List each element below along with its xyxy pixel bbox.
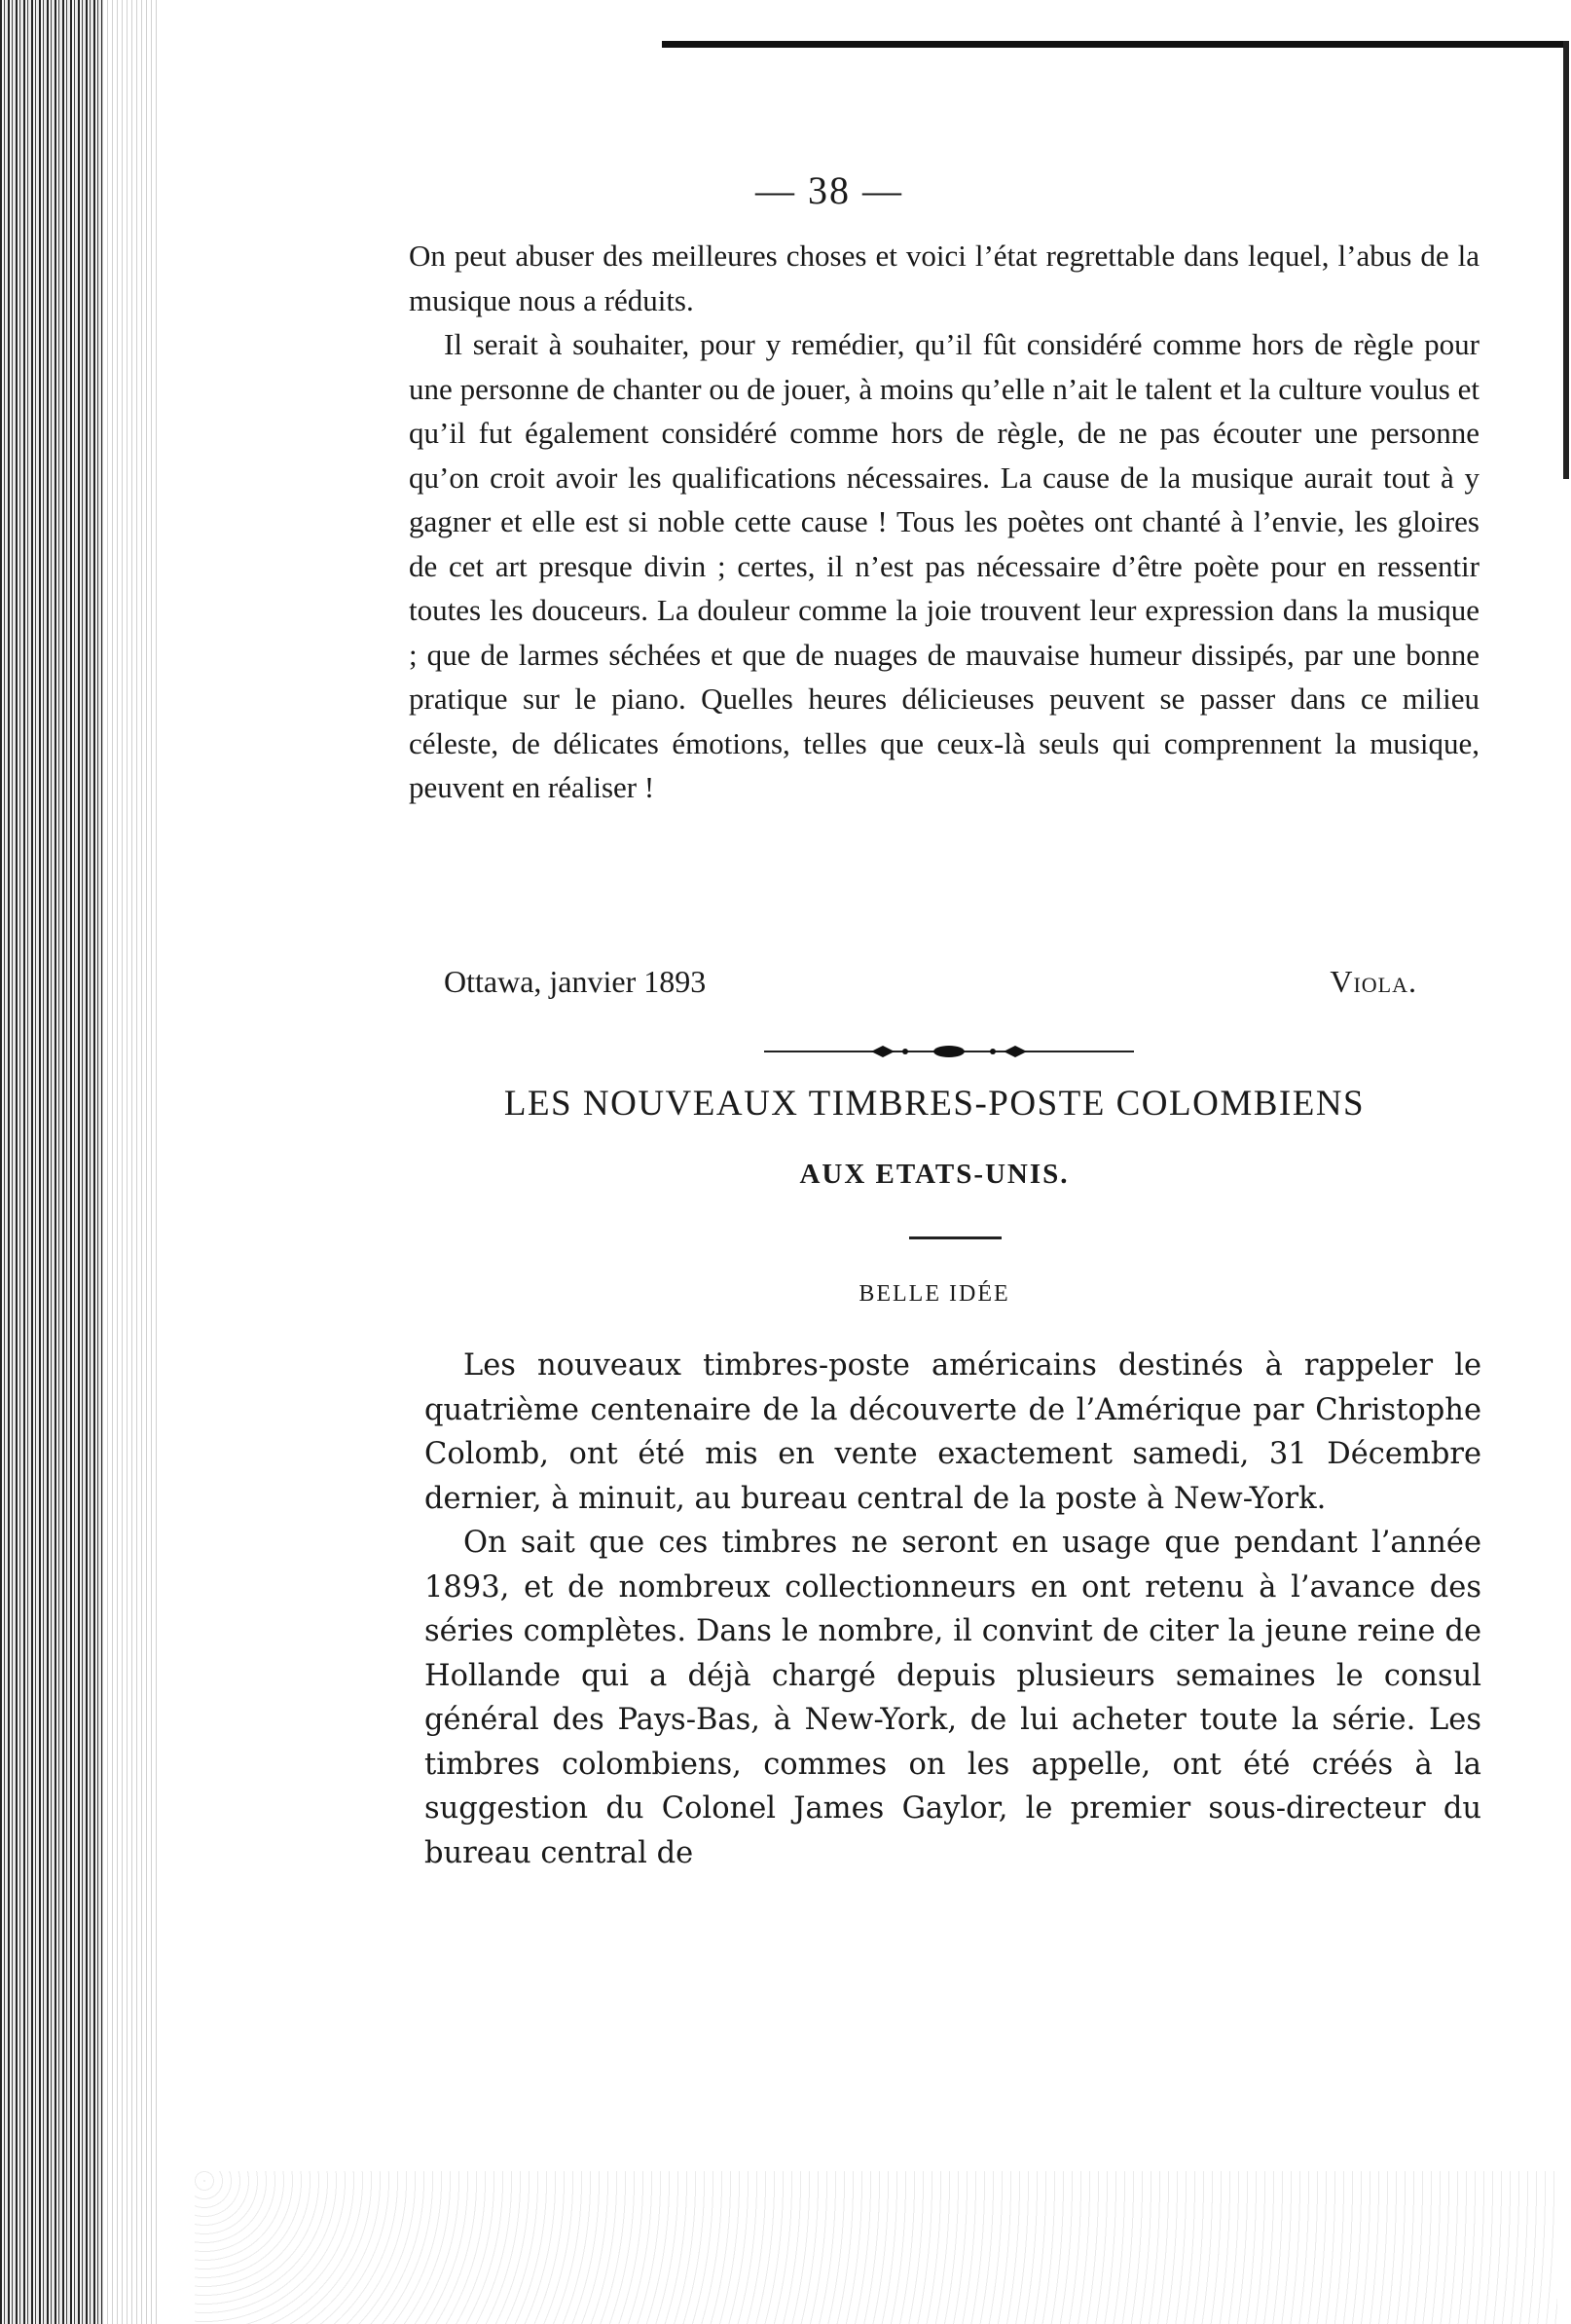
title-rule xyxy=(909,1236,1002,1239)
page-top-edge xyxy=(662,41,1567,48)
article-stamps-paragraph-1: Les nouveaux timbres-poste américains destinés à rappeler le quatrième centenaire de la découverte de l’Amérique par Christophe Colomb, ont été mis en vente exactement samedi, 31 Décembre dernier, à minuit, au bureau central de la poste à New-York. xyxy=(424,1348,1481,1516)
place-date: Ottawa, janvier 1893 xyxy=(444,964,707,999)
article-music-paragraph-2: Il serait à souhaiter, pour y remédier, qu’il fût considéré comme hors de règle pour une personne de chanter ou de jouer, à moins qu’elle n’ait le talent et la culture voulus et qu’il fut également considéré comme hors de règle, de ne pas écouter une personne qu’on croit avoir les qualifications nécessaires. La cause de la musique aurait tout à y gagner et elle est si noble cette cause ! Tous les poètes ont chanté à l’envie, les gloires de cet art presque divin ; certes, il n’est pas nécessaire d’être poète pour en ressentir toutes les douceurs. La douleur comme la joie trouvent leur expression dans la musique ; que de larmes séchées et que de nuages de mauvaise humeur dissipés, par une bonne pratique sur le piano. Quelles heures délicieuses peuvent se passer dans ce milieu céleste, de délicates émotions, telles que ceux-là seuls qui comprennent la musique, peuvent en réaliser ! xyxy=(409,327,1480,804)
book-binding-edge xyxy=(0,0,102,2324)
page-number-text: — 38 — xyxy=(755,168,903,212)
article-title: LES NOUVEAUX TIMBRES-POSTE COLOMBIENS xyxy=(503,1084,1366,1124)
binding-shadow xyxy=(102,0,161,2324)
page-right-edge xyxy=(1563,41,1569,479)
article-stamps-paragraph-2: On sait que ces timbres ne seront en usage que pendant l’année 1893, et de nombreux collectionneurs en ont retenu à l’avance des séries complètes. Dans le nombre, il convint de citer la jeune reine de Hollande qui a déjà chargé depuis plusieurs semaines le consul général des Pays-Bas, à New-York, de lui acheter toute la série. Les timbres colombiens, commes on les appelle, ont été créés à la suggestion du Colonel James Gaylor, le premier sous-directeur du bureau central de xyxy=(424,1526,1481,1870)
page-number xyxy=(0,167,1571,213)
author-signature: Viola. xyxy=(1330,964,1417,999)
article-subtitle: AUX ETATS-UNIS. xyxy=(799,1159,1070,1190)
article-music-signoff xyxy=(444,964,1417,1000)
article-stamps xyxy=(424,1344,1481,1875)
article-music-paragraph-1: On peut abuser des meilleures choses et voici l’état regrettable dans lequel, l’abus de la musique nous a réduits. xyxy=(409,239,1480,317)
decorative-separator xyxy=(764,1042,1134,1061)
article-music xyxy=(409,234,1480,810)
scan-speckle xyxy=(195,2171,1557,2324)
section-heading: BELLE IDÉE xyxy=(859,1281,1010,1307)
